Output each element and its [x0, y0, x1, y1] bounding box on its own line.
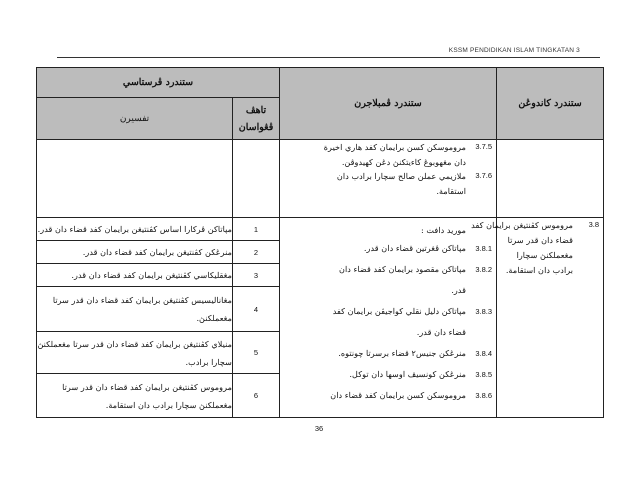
pembelajaran-line: قضاء دان قدر.: [416, 326, 467, 337]
page-number: 36: [314, 424, 324, 433]
pembelajaran-line: 3.8.4 منرڠکن جنيس٢ قضاء برسرتا چونتوه.: [338, 347, 493, 358]
pembelajaran-line: قدر.: [451, 284, 467, 295]
kandungan-line: مڠعملکنڽ سچارا: [516, 249, 574, 260]
tafsiran-line: مڠعملکنڽ.: [196, 313, 233, 323]
pembelajaran-line: 3.8.3 مڽاتاکن دليل نقلي کواجيڤن برايمان کفد: [332, 305, 493, 316]
tafsiran-line: مڽاتاکن ڤرکارا اساس کڤنتيڠن برايمان کفد قضاء دان قدر.: [37, 224, 233, 234]
pembelajaran-line: 3.7.6 ملازيمي عملن صالح سچارا برادب دان: [336, 171, 493, 182]
tafsiran-text: [37, 264, 233, 287]
tafsiran-line: مڠقليکاسي کڤنتيڠن برايمان کفد قضاء دان قدر.: [71, 270, 233, 280]
kandungan-line: قضاء دان قدر سرتا: [507, 234, 574, 245]
tafsiran-text: [37, 218, 233, 241]
curriculum-table: [36, 67, 604, 418]
kandungan-line: برادب دان استقامة.: [505, 264, 574, 275]
header-rule: [57, 57, 600, 58]
kandungan-empty-cell: [497, 140, 604, 218]
kandungan-first-line: 3.8 مروموس کڤنتيڠن برايمان کفد: [471, 220, 600, 230]
pembelajaran-line: 3.8.2 مڽاتاکن مقصود برايمان کفد قضاء دان: [339, 263, 493, 274]
pembelajaran-line: 3.7.5 مروموسکن کسن برايمان کفد هاري اخيرة: [323, 142, 493, 152]
document-header: KSSM PENDIDIKAN ISLAM TINGKATAN 3: [448, 47, 580, 54]
header-pembelajaran: ستندرد ڤمبلاجرن: [280, 68, 497, 140]
header-kandungan: ستندرد كاندوڠن: [497, 68, 604, 140]
tafsiran-line: مڠعملکنڽ سچارا برادب دان استقامة.: [105, 400, 233, 410]
tahap-level: 4: [233, 287, 280, 332]
tahap-level: 5: [233, 332, 280, 374]
pembelajaran-line: 3.8.1 مڽاتاکن ڤڠرتين قضاء دان قدر.: [363, 242, 493, 253]
pembelajaran-line: 3.8.5 منرڠکن کونسيڤ اوسها دان توکل.: [349, 368, 493, 379]
tafsiran-line: سچارا برادب.: [185, 357, 233, 367]
tafsiran-text: [37, 332, 233, 374]
pembelajaran-line: 3.8.6 مروموسکن کسن برايمان کفد قضاء دان: [330, 389, 493, 400]
tafsiran-line: مروموس کڤنتيڠن برايمان کفد قضاء دان قدر سرتا: [62, 382, 233, 392]
tahap-level: 3: [233, 264, 280, 287]
tafsiran-line: منيلاي کڤنتيڠن برايمان کفد قضاء دان قدر سرتا مڠعملکنڽ: [37, 339, 233, 349]
tafsiran-line: مڠاناليسيس کڤنتيڠن برايمان کفد قضاء دان قدر سرتا: [52, 295, 233, 305]
header-prestasi: ستندرد ڤرستاسي: [37, 68, 280, 98]
kandungan-cell: [471, 218, 604, 418]
pembelajaran-cell: [280, 218, 497, 418]
tafsiran-text: [37, 374, 233, 418]
tahap-level: 2: [233, 241, 280, 264]
header-tafsiran: تفسيرن: [37, 98, 233, 140]
tahap-level: 6: [233, 374, 280, 418]
tafsiran-empty-cell: [37, 140, 233, 218]
header-tahap-label: تاهڤ: [245, 104, 267, 116]
tafsiran-text: [37, 287, 233, 332]
pembelajaran-line: موريد دافت :: [421, 225, 467, 235]
tafsiran-line: منرڠکن کڤنتيڠن برايمان کفد قضاء دان قدر.: [82, 247, 233, 257]
tafsiran-text: [37, 241, 233, 264]
header-penguasaan-label: ڤڠواسان: [238, 121, 274, 133]
tahap-level: 1: [233, 218, 280, 241]
tahap-empty-cell: [233, 140, 280, 218]
pembelajaran-line: استقامة.: [436, 185, 467, 196]
header-tahap: [233, 98, 280, 140]
pembelajaran-line: دان مڠهوبوڠ کاءيتکنڽ دڠن کهيدوڤن.: [341, 156, 467, 167]
pembelajaran-continued: [280, 140, 497, 218]
